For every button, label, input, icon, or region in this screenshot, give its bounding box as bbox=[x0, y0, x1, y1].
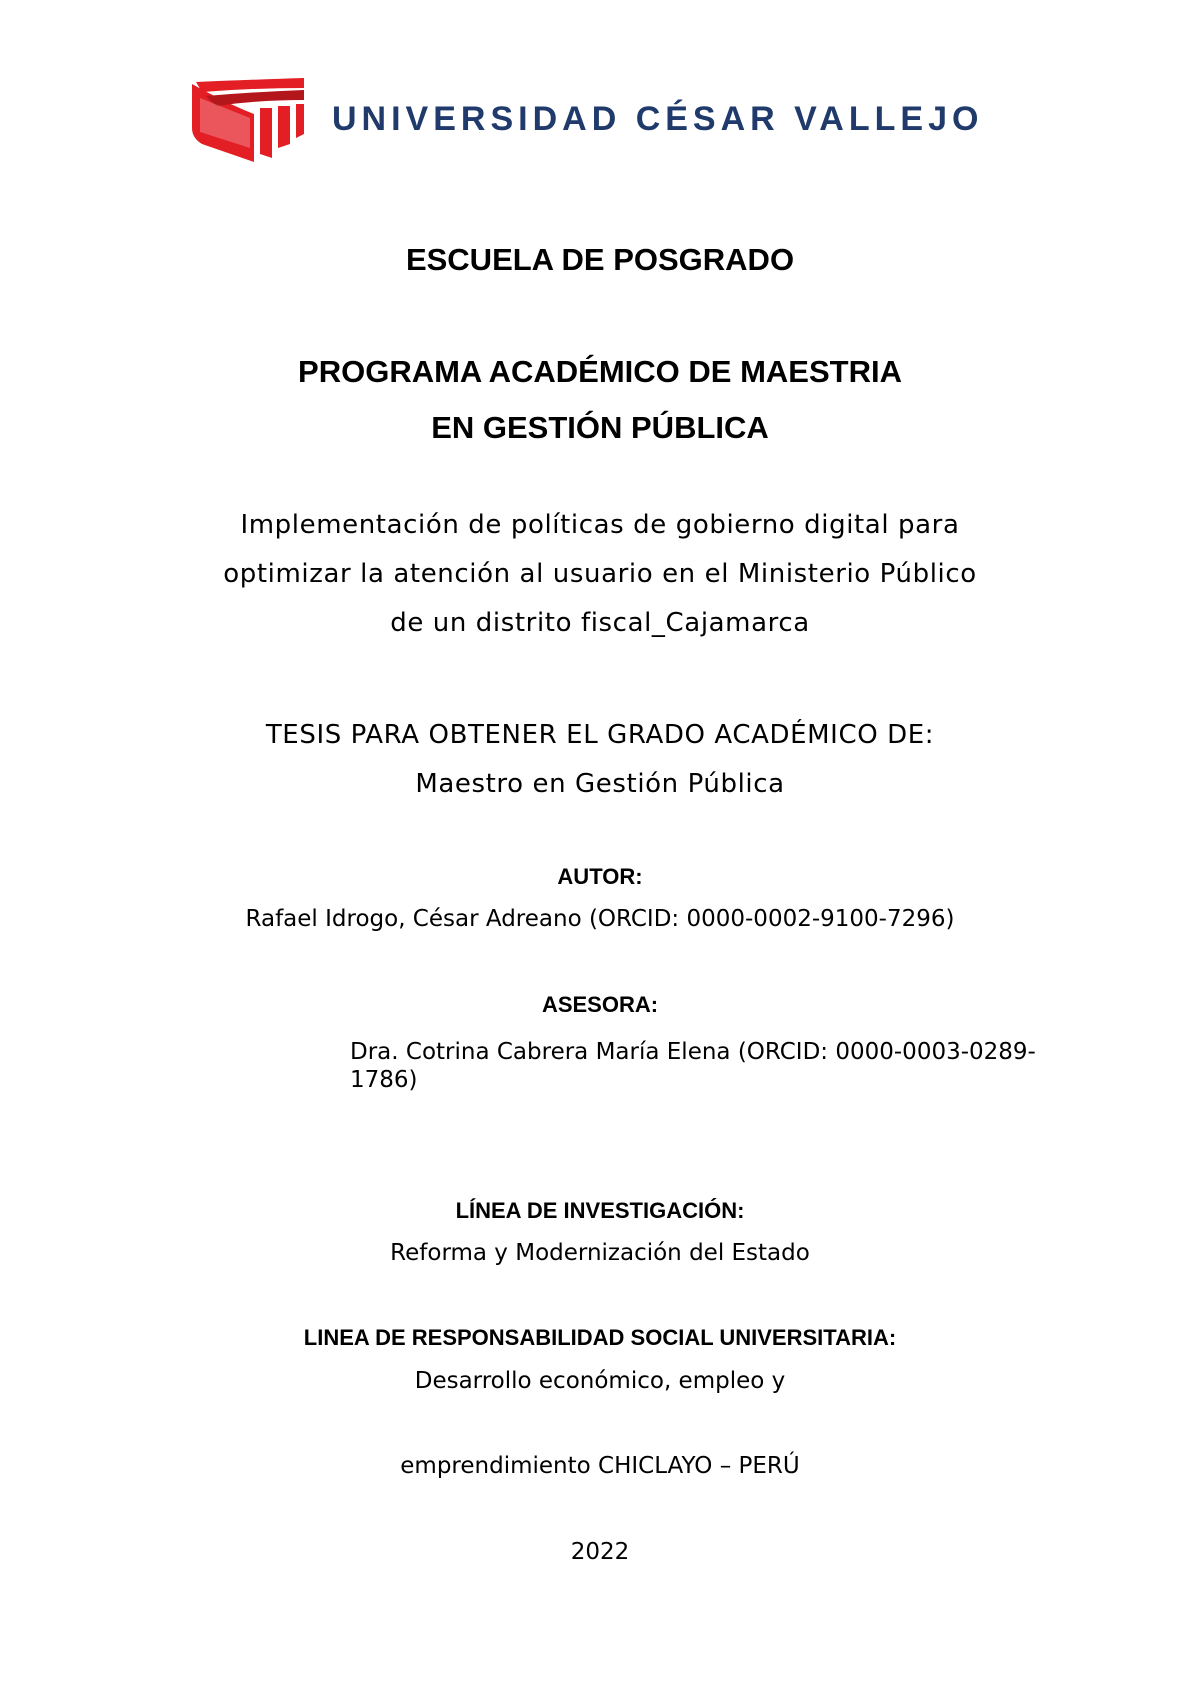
ucv-shield-icon bbox=[192, 78, 306, 162]
university-wordmark: UNIVERSIDAD CÉSAR VALLEJO bbox=[332, 100, 984, 138]
thesis-title-line1: Implementación de políticas de gobierno digital para bbox=[240, 510, 960, 540]
university-logo bbox=[192, 72, 1012, 168]
program-heading-line1: PROGRAMA ACADÉMICO DE MAESTRIA bbox=[298, 354, 902, 389]
author-label: AUTOR: bbox=[557, 864, 643, 889]
advisor-label: ASESORA: bbox=[541, 992, 659, 1017]
rsu-label: LINEA DE RESPONSABILIDAD SOCIAL UNIVERSITARIA: bbox=[303, 1325, 897, 1350]
advisor-value-line2: 1786) bbox=[350, 1067, 418, 1093]
thesis-title-line3: de un distrito fiscal_Cajamarca bbox=[390, 608, 810, 638]
year: 2022 bbox=[570, 1539, 630, 1565]
advisor-value-line1: Dra. Cotrina Cabrera María Elena (ORCID: 0000-0003-0289- bbox=[350, 1039, 1036, 1065]
school-heading: ESCUELA DE POSGRADO bbox=[405, 242, 795, 277]
degree-name: Maestro en Gestión Pública bbox=[415, 769, 785, 799]
research-line-label: LÍNEA DE INVESTIGACIÓN: bbox=[455, 1198, 745, 1223]
advisor-value bbox=[350, 1038, 1090, 1094]
thesis-title-line2: optimizar la atención al usuario en el Ministerio Público bbox=[223, 559, 977, 589]
author-value: Rafael Idrogo, César Adreano (ORCID: 0000-0002-9100-7296) bbox=[245, 906, 955, 932]
rsu-value-line2: emprendimiento CHICLAYO – PERÚ bbox=[400, 1453, 800, 1479]
degree-heading: TESIS PARA OBTENER EL GRADO ACADÉMICO DE: bbox=[265, 720, 935, 750]
program-heading-line2: EN GESTIÓN PÚBLICA bbox=[431, 410, 769, 445]
research-line-value: Reforma y Modernización del Estado bbox=[390, 1240, 810, 1266]
rsu-value-line1: Desarrollo económico, empleo y bbox=[414, 1368, 786, 1394]
